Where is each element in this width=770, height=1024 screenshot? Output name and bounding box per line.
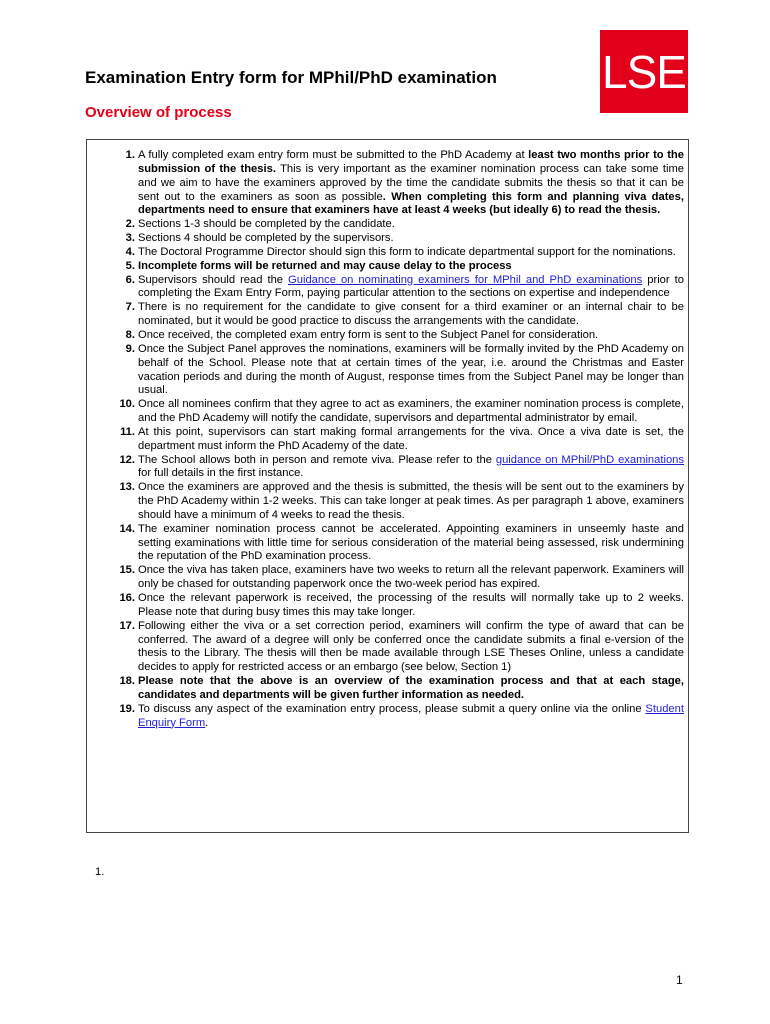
step-text: The Doctoral Programme Director should sign this form to indicate departmental support for the nominations. — [138, 245, 676, 258]
step-text: Once the viva has taken place, examiners have two weeks to return all the relevant paperwork. Examiners will only be chased for outstanding paperwork once the two-week period has expired. — [138, 564, 684, 591]
step-text: At this point, supervisors can start making formal arrangements for the viva. Once a viva date is set, the department must inform the PhD Academy of the date. — [138, 425, 684, 452]
step-number: 10. — [119, 398, 135, 411]
step-text: This is very important as the examiner nomination process can take some time and we aim to have the examiners approved by the time the candidate submits the thesis so that it can be sent out to the examiners as soon as possible — [138, 162, 684, 203]
step-text: for full details in the first instance. — [138, 467, 304, 480]
process-step — [87, 301, 684, 329]
section-heading: Overview of process — [85, 104, 232, 121]
step-number: 15. — [119, 564, 135, 577]
step-number: 2. — [125, 218, 135, 231]
process-step — [87, 246, 684, 260]
overview-box — [86, 139, 689, 833]
step-text: Sections 1-3 should be completed by the candidate. — [138, 218, 395, 231]
page-title: Examination Entry form for MPhil/PhD examination — [85, 68, 497, 87]
step-text-bold: . When completing this form and planning viva dates, departments need to ensure that examiners have at least 4 weeks (but ideally 6) to read the thesis. — [138, 190, 684, 217]
guidance-link[interactable]: Student Enquiry Form — [138, 702, 684, 729]
process-step — [87, 481, 684, 523]
step-number: 16. — [119, 592, 135, 604]
step-number: 9. — [125, 342, 135, 355]
step-text: Supervisors should read the — [138, 273, 289, 286]
step-number: 18. — [119, 675, 135, 688]
process-step — [87, 343, 684, 398]
step-text: Once the relevant paperwork is received, the processing of the results will normally take up to 2 weeks. Please note that during busy times this may take longer. — [138, 592, 684, 618]
step-number: 6. — [125, 273, 135, 286]
step-number: 17. — [119, 619, 135, 632]
step-text: The School allows both in person and remote viva. Please refer to the — [138, 453, 496, 466]
step-number: 14. — [119, 522, 135, 535]
step-number: 1. — [125, 149, 135, 161]
step-number: 13. — [119, 481, 135, 494]
step-text: Once received, the completed exam entry form is sent to the Subject Panel for consideration. — [138, 328, 599, 341]
step-text: The examiner nomination process cannot be accelerated. Appointing examiners in unseemly haste and setting examinations with little time for serious consideration of the material being assessed, risk undermining the reputation of the PhD examination process. — [138, 522, 684, 563]
step-text-bold: Incomplete forms will be returned and may cause delay to the process — [138, 259, 512, 272]
process-step — [87, 523, 684, 565]
process-step — [87, 398, 684, 426]
process-step — [87, 260, 684, 274]
process-step — [87, 454, 684, 482]
step-text: A fully completed exam entry form must be submitted to the PhD Academy at — [138, 149, 529, 161]
step-text: . — [205, 716, 209, 729]
step-number: 19. — [119, 702, 135, 715]
lse-logo-text: LSE — [602, 45, 686, 98]
process-step — [87, 564, 684, 592]
process-step — [87, 675, 684, 703]
step-text: Sections 4 should be completed by the supervisors. — [138, 232, 394, 245]
step-number: 7. — [125, 301, 135, 314]
page-number: 1 — [676, 973, 683, 987]
process-step — [87, 592, 684, 620]
step-number: 8. — [125, 328, 135, 341]
step-number: 5. — [125, 259, 135, 272]
step-number: 11. — [120, 425, 135, 438]
step-text: Following either the viva or a set correction period, examiners will confirm the type of award that can be conferred. The award of a degree will only be conferred once the candidate submits a final e-version of the thesis to the Library. The thesis will then be made available through LSE Theses Online, unless a candidate decides to apply for restricted access or an embargo (see below, Section 1) — [138, 619, 684, 674]
process-steps-list — [87, 149, 684, 730]
step-text-bold: Please note that the above is an overview of the examination process and that at each stage, candidates and departments will be given further information as needed. — [138, 675, 684, 701]
step-text: Once the examiners are approved and the thesis is submitted, the thesis will be sent out to the examiners by the PhD Academy within 1-2 weeks. This can take longer at peak times. As per paragraph 1 above, examiners should have a minimum of 4 weeks to read the thesis. — [138, 481, 684, 521]
step-text-bold: least two months prior to the submission of the thesis. — [138, 149, 684, 175]
step-number: 12. — [119, 453, 135, 466]
process-step — [87, 274, 684, 302]
step-text: There is no requirement for the candidate to give consent for a third examiner or an internal chair to be nominated, but it would be good practice to discuss the arrangements with the candidate. — [138, 301, 684, 328]
guidance-link[interactable]: Guidance on nominating examiners for MPhil and PhD examinations — [288, 273, 643, 286]
step-text: Once the Subject Panel approves the nominations, examiners will be formally invited by the PhD Academy on behalf of the School. Please note that at certain times of the year, i.e. around the Christmas and Easter vacation periods and during the month of August, response times from the Subject Panel may be longer than usual. — [138, 342, 684, 397]
process-step — [87, 703, 684, 731]
process-step — [87, 218, 684, 232]
process-step — [87, 329, 684, 343]
process-step — [87, 149, 684, 218]
lse-logo — [600, 30, 688, 113]
step-text: prior to completing the Exam Entry Form, paying particular attention to the sections on expertise and independence — [138, 273, 684, 300]
empty-list-marker: 1. — [95, 866, 105, 878]
step-text: To discuss any aspect of the examination entry process, please submit a query online via the online — [138, 702, 646, 715]
process-step — [87, 426, 684, 454]
guidance-link[interactable]: guidance on MPhil/PhD examinations — [495, 453, 684, 466]
process-step — [87, 232, 684, 246]
process-step — [87, 620, 684, 675]
step-number: 4. — [125, 245, 135, 258]
step-number: 3. — [125, 232, 135, 245]
step-text: Once all nominees confirm that they agree to act as examiners, the examiner nomination process is complete, and the PhD Academy will notify the candidate, supervisors and departmental administrator by email. — [138, 398, 684, 425]
